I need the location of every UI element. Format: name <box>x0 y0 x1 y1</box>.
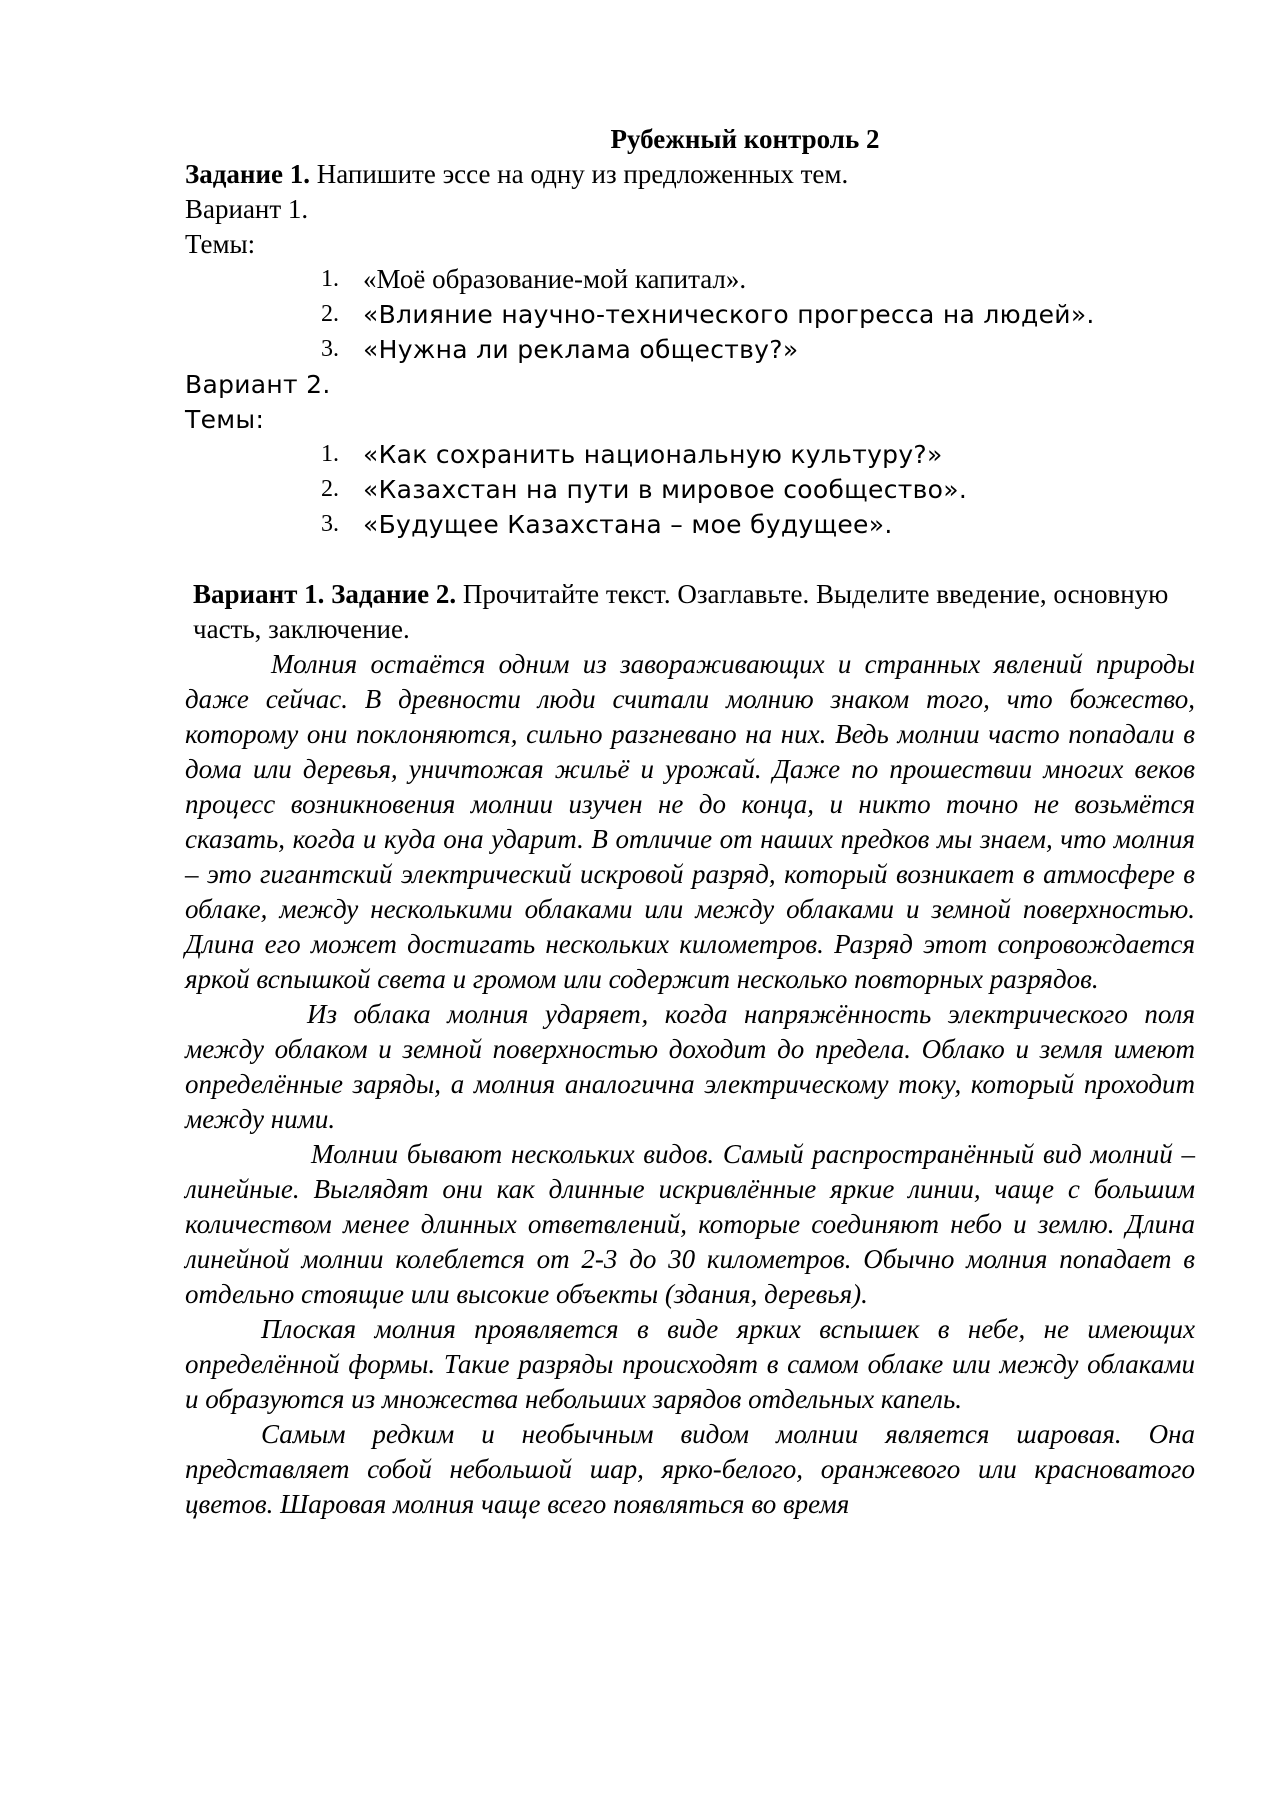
task1-line <box>185 157 1195 192</box>
list-item <box>185 297 1195 332</box>
variant1-label: Вариант 1. <box>185 194 309 224</box>
list-number: 2. <box>321 476 339 502</box>
list-number: 1. <box>321 266 339 292</box>
list-item <box>185 437 1195 472</box>
list-number: 1. <box>321 441 339 467</box>
variant2-label: Вариант 2. <box>185 370 331 399</box>
paragraph: Самым редким и необычным видом молнии является шаровая. Она представляет собой небольшой шар, ярко-белого, оранжевого или красноватого цветов. Шаровая молния чаще всего появляться во время <box>185 1419 1195 1519</box>
reading-text <box>185 647 1195 1522</box>
list-number: 3. <box>321 336 339 362</box>
topic-text: «Казахстан на пути в мировое сообщество». <box>363 475 968 504</box>
paragraph: Из облака молния ударяет, когда напряжённость электрического поля между облаком и земной поверхностью доходит до предела. Облако и земля имеют определённые заряды, а молния аналогична электрическому току, который проходит между ними. <box>185 999 1195 1134</box>
document-content <box>185 122 1195 1522</box>
topic-text: «Будущее Казахстана – мое будущее». <box>363 510 893 539</box>
paragraph: Плоская молния проявляется в виде ярких вспышек в небе, не имеющих определённой формы. Такие разряды происходят в самом облаке или между облаками и образуются из множества небольших зарядов отдельных капель. <box>185 1314 1195 1414</box>
list-number: 2. <box>321 301 339 327</box>
topic-text: «Нужна ли реклама обществу?» <box>363 335 799 364</box>
topic-text: «Как сохранить национальную культуру?» <box>363 440 943 469</box>
task2-label: Вариант 1. Задание 2. <box>193 579 457 609</box>
list-item <box>185 472 1195 507</box>
list-item <box>185 332 1195 367</box>
topic-text: «Влияние научно-технического прогресса на людей». <box>363 300 1095 329</box>
list-number: 3. <box>321 511 339 537</box>
variant1-topic-list <box>185 262 1195 367</box>
list-item <box>185 262 1195 297</box>
paragraph: Молния остаётся одним из завораживающих и странных явлений природы даже сейчас. В древности люди считали молнию знаком того, что божество, которому они поклоняются, сильно разгневано на них. Ведь молнии часто попадали в дома или деревья, уничтожая жильё и урожай. Даже по прошествии многих веков процесс возникновения молнии изучен не до конца, и никто точно не возьмётся сказать, когда и куда она ударит. В отличие от наших предков мы знаем, что молния – это гигантский электрический искровой разряд, который возникает в атмосфере в облаке, между несколькими облаками или между облаками и земной поверхностью. Длина его может достигать нескольких километров. Разряд этот сопровождается яркой вспышкой света и громом или содержит несколько повторных разрядов. <box>185 649 1195 994</box>
topic-text: «Моё образование-мой капитал». <box>363 264 747 294</box>
task2-text: Прочитайте текст. Озаглавьте. Выделите введение, основную часть, заключение. <box>193 579 1169 644</box>
variant2-topic-list <box>185 437 1195 542</box>
variant1-topics-label: Темы: <box>185 229 256 259</box>
task1-text: Напишите эссе на одну из предложенных тем. <box>316 159 849 189</box>
paragraph: Молнии бывают нескольких видов. Самый распространённый вид молний – линейные. Выглядят они как длинные искривлённые яркие линии, чаще с большим количеством менее длинных ответвлений, которые соединяют небо и землю. Длина линейной молнии колеблется от 2-3 до 30 километров. Обычно молния попадает в отдельно стоящие или высокие объекты (здания, деревья). <box>185 1139 1195 1309</box>
list-item <box>185 507 1195 542</box>
task1-label: Задание 1. <box>185 159 311 189</box>
page-title: Рубежный контроль 2 <box>610 124 880 154</box>
spacer <box>185 542 1195 577</box>
task2-line <box>185 577 1195 647</box>
variant2-topics-label: Темы: <box>185 405 265 434</box>
